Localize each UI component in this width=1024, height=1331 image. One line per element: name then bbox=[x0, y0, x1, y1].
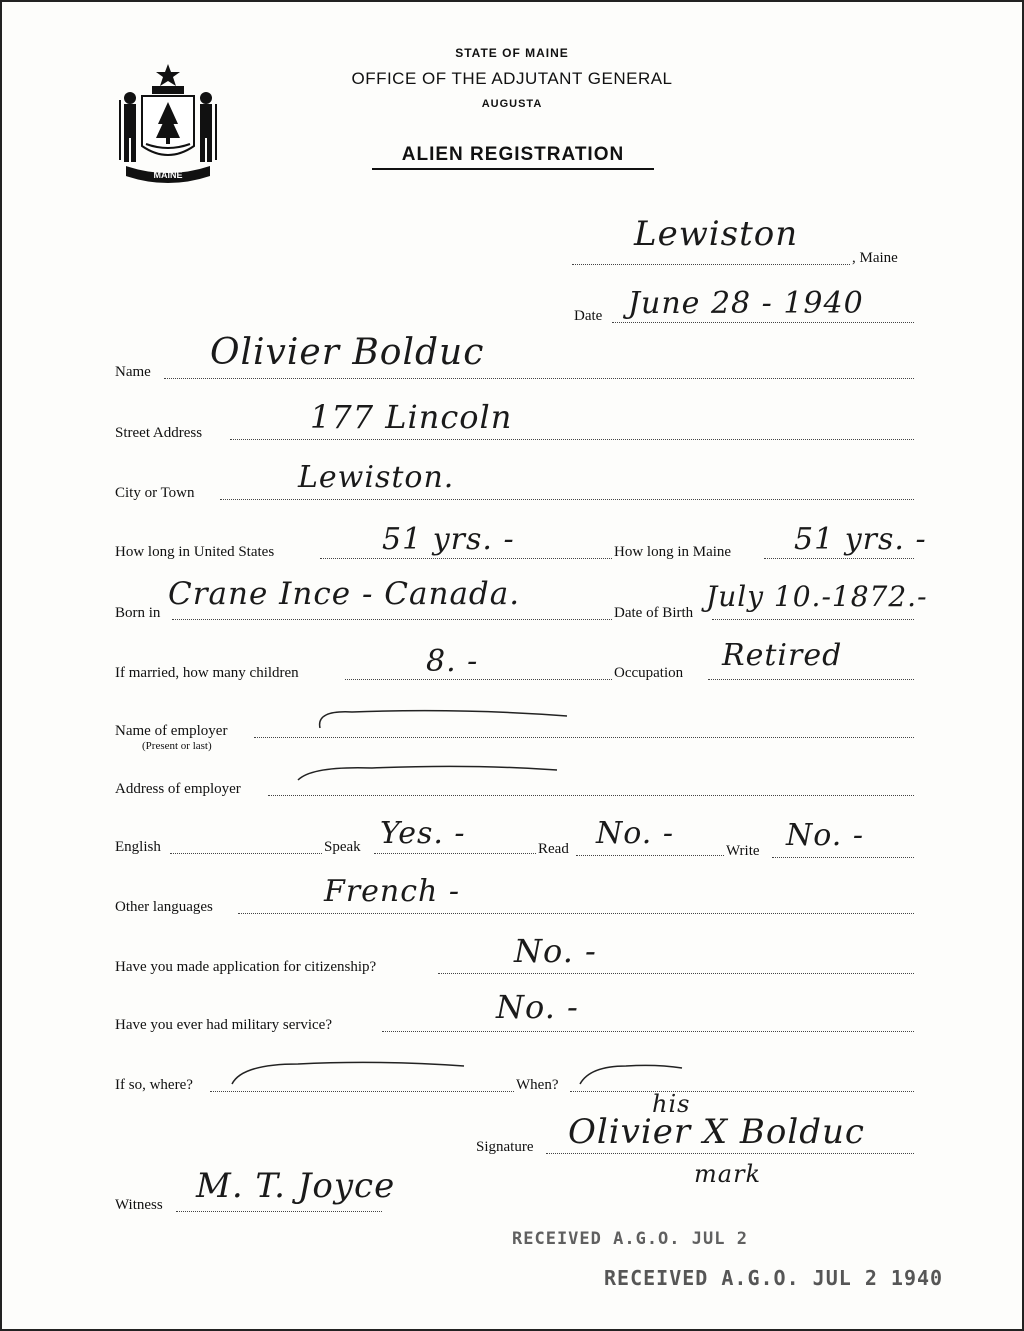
occupation-value: Retired bbox=[722, 638, 843, 673]
speak-label: Speak bbox=[324, 839, 361, 855]
witness-line bbox=[176, 1211, 382, 1212]
witness-value: M. T. Joyce bbox=[196, 1166, 396, 1206]
dob-label: Date of Birth bbox=[614, 605, 694, 621]
signature-mark: mark bbox=[694, 1160, 762, 1188]
city-value: Lewiston. bbox=[298, 460, 455, 495]
other-languages-value: French - bbox=[324, 874, 461, 909]
employer-address-pen-stroke bbox=[292, 762, 562, 786]
citizenship-value: No. - bbox=[514, 932, 597, 970]
when-pen-stroke bbox=[576, 1060, 686, 1088]
when-label: When? bbox=[516, 1077, 559, 1093]
signature-label: Signature bbox=[476, 1139, 534, 1155]
employer-label: Name of employer bbox=[115, 723, 228, 739]
where-line bbox=[210, 1091, 514, 1092]
city-line bbox=[220, 499, 914, 500]
signature-line bbox=[546, 1153, 914, 1154]
maine-state-seal-icon bbox=[112, 60, 224, 184]
english-line bbox=[170, 853, 322, 854]
occupation-line bbox=[708, 679, 914, 680]
read-label: Read bbox=[538, 841, 569, 857]
children-line bbox=[345, 679, 612, 680]
read-value: No. - bbox=[596, 816, 674, 851]
city-label: City or Town bbox=[115, 485, 195, 501]
name-line bbox=[164, 378, 914, 379]
employer-pen-stroke bbox=[312, 704, 572, 734]
maine-label: How long in Maine bbox=[614, 544, 732, 560]
born-line bbox=[172, 619, 612, 620]
employer-address-line bbox=[268, 795, 914, 796]
signature-value: Olivier X Bolduc bbox=[568, 1112, 865, 1152]
employer-line bbox=[254, 737, 914, 738]
citizenship-line bbox=[438, 973, 914, 974]
occupation-label: Occupation bbox=[614, 665, 684, 681]
us-value: 51 yrs. - bbox=[382, 522, 515, 557]
other-languages-line bbox=[238, 913, 914, 914]
street-label: Street Address bbox=[115, 425, 203, 441]
maine-value: 51 yrs. - bbox=[794, 522, 927, 557]
employer-address-label: Address of employer bbox=[115, 781, 241, 797]
speak-line bbox=[374, 853, 536, 854]
military-line bbox=[382, 1031, 914, 1032]
seal-text: MAINE bbox=[153, 170, 183, 180]
read-line bbox=[576, 855, 724, 856]
other-languages-label: Other languages bbox=[115, 899, 213, 915]
born-label: Born in bbox=[115, 605, 161, 621]
date-value: June 28 - 1940 bbox=[628, 286, 864, 321]
name-value: Olivier Bolduc bbox=[210, 332, 485, 373]
children-value: 8. - bbox=[426, 644, 479, 679]
speak-value: Yes. - bbox=[380, 816, 466, 851]
when-line bbox=[570, 1091, 914, 1092]
write-line bbox=[772, 857, 914, 858]
us-line bbox=[320, 558, 612, 559]
citizenship-label: Have you made application for citizenship? bbox=[115, 959, 377, 975]
maine-line bbox=[764, 558, 914, 559]
street-line bbox=[230, 439, 914, 440]
header-office: OFFICE OF THE ADJUTANT GENERAL bbox=[351, 69, 673, 88]
children-label: If married, how many children bbox=[115, 665, 299, 681]
date-line bbox=[612, 322, 914, 323]
received-stamp-2: RECEIVED A.G.O. JUL 2 1940 bbox=[604, 1266, 944, 1290]
english-label: English bbox=[115, 839, 161, 855]
where-label: If so, where? bbox=[115, 1077, 193, 1093]
military-value: No. - bbox=[496, 988, 579, 1026]
born-value: Crane Ince - Canada. bbox=[168, 576, 521, 612]
military-label: Have you ever had military service? bbox=[115, 1017, 332, 1033]
dob-line bbox=[712, 619, 914, 620]
us-label: How long in United States bbox=[115, 544, 275, 560]
write-value: No. - bbox=[786, 818, 864, 853]
place-line bbox=[572, 264, 850, 265]
where-pen-stroke bbox=[228, 1058, 468, 1088]
write-label: Write bbox=[726, 843, 760, 859]
employer-sublabel: (Present or last) bbox=[142, 740, 212, 752]
header-state: STATE OF MAINE bbox=[455, 46, 569, 60]
place-suffix: , Maine bbox=[852, 250, 898, 266]
witness-label: Witness bbox=[115, 1197, 163, 1213]
place-value: Lewiston bbox=[634, 214, 799, 254]
dob-value: July 10.-1872.- bbox=[706, 580, 928, 613]
form-title: ALIEN REGISTRATION bbox=[372, 144, 654, 170]
header-city: AUGUSTA bbox=[481, 98, 543, 110]
received-stamp-1: RECEIVED A.G.O. JUL 2 bbox=[512, 1229, 748, 1249]
street-value: 177 Lincoln bbox=[310, 398, 513, 436]
name-label: Name bbox=[115, 364, 151, 380]
date-label: Date bbox=[574, 308, 603, 324]
signature-his: his bbox=[652, 1090, 691, 1118]
